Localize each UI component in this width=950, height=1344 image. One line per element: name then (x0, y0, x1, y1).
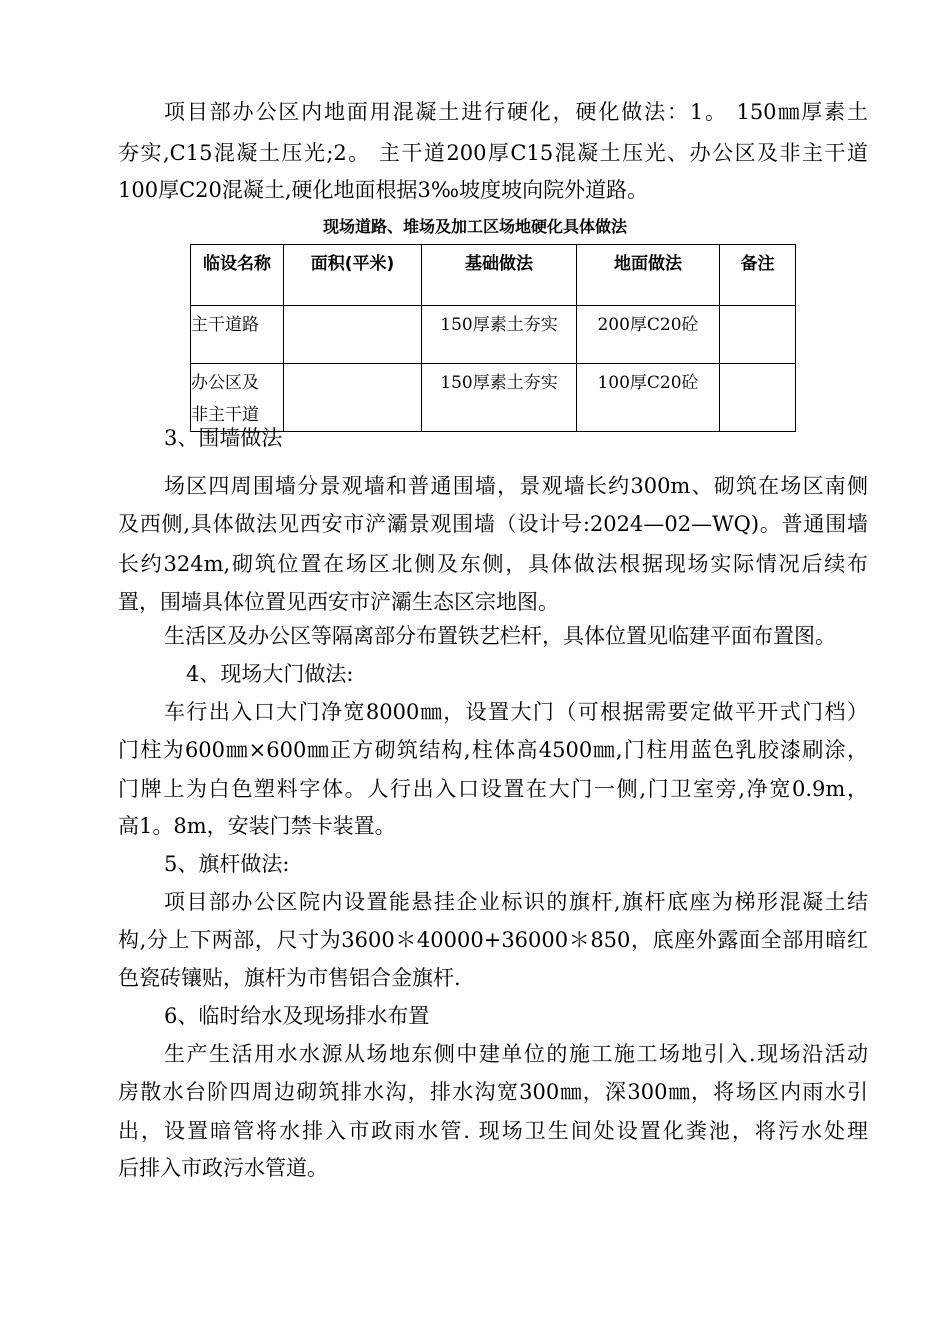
cell-name (191, 306, 284, 364)
table-title: 现场道路、堆场及加工区场地硬化具体做法 (322, 217, 627, 236)
paragraph-3-line-1: 场区四周围墙分景观墙和普通围墙，景观墙长约300m、砌筑在场区南侧 (164, 474, 868, 498)
paragraph-6-line-1: 生产生活用水水源从场地东侧中建单位的施工施工场地引入.现场沿活动 (164, 1042, 868, 1066)
heading-6: 6、临时给水及现场排水布置 (164, 1004, 430, 1028)
paragraph-3-line-4: 置，围墙具体位置见西安市浐灞生态区宗地图。 (118, 590, 559, 614)
cell-area (284, 306, 422, 364)
hardening-table (190, 244, 796, 432)
cell-base: 150厚素土夯实 (422, 364, 577, 432)
table-row (191, 306, 796, 364)
cell-name (191, 364, 284, 432)
heading-3: 3、围墙做法 (164, 426, 283, 450)
paragraph-4-line-4: 高1。8m，安装门禁卡装置。 (118, 814, 396, 838)
cell-name-line: 办公区及 (191, 373, 259, 393)
cell-note (720, 364, 796, 432)
header-note: 备注 (720, 245, 796, 306)
paragraph-3b: 生活区及办公区等隔离部分布置铁艺栏杆，具体位置见临建平面布置图。 (164, 624, 836, 648)
header-area: 面积(平米) (284, 245, 422, 306)
table-row (191, 364, 796, 432)
paragraph-6-line-2: 房散水台阶四周边砌筑排水沟，排水沟宽300㎜，深300㎜，将场区内雨水引 (118, 1080, 868, 1104)
paragraph-6-line-3: 出，设置暗管将水排入市政雨水管. 现场卫生间处设置化粪池，将污水处理 (118, 1119, 868, 1143)
heading-5: 5、旗杆做法: (164, 852, 290, 876)
paragraph-4-line-2: 门柱为600㎜×600㎜正方砌筑结构,柱体高4500㎜,门柱用蓝色乳胶漆刷涂， (118, 738, 868, 762)
header-name: 临设名称 (191, 245, 284, 306)
table-header-row (191, 245, 796, 306)
header-base: 基础做法 (422, 245, 577, 306)
paragraph-3-line-2: 及西侧,具体做法见西安市浐灞景观围墙（设计号:2024—02—WQ)。普通围墙 (118, 512, 868, 536)
cell-surface: 200厚C20砼 (577, 306, 720, 364)
cell-base: 150厚素土夯实 (422, 306, 577, 364)
paragraph-5-line-3: 色瓷砖镶贴，旗杆为市售铝合金旗杆. (118, 966, 461, 990)
paragraph-5-line-1: 项目部办公区院内设置能悬挂企业标识的旗杆,旗杆底座为梯形混凝土结 (164, 890, 868, 914)
paragraph-6-line-4: 后排入市政污水管道。 (118, 1156, 328, 1180)
paragraph-4-line-1: 车行出入口大门净宽8000㎜，设置大门（可根据需要定做平开式门档） (164, 700, 868, 724)
paragraph-1-line-3: 100厚C20混凝土,硬化地面根据3‰坡度坡向院外道路。 (118, 178, 649, 202)
cell-area (284, 364, 422, 432)
cell-note (720, 306, 796, 364)
paragraph-3-line-3: 长约324m,砌筑位置在场区北侧及东侧，具体做法根据现场实际情况后续布 (118, 552, 868, 576)
paragraph-1-line-2: 夯实,C15混凝土压光;2。 主干道200厚C15混凝土压光、办公区及非主干道 (118, 141, 868, 165)
heading-4: 4、现场大门做法: (186, 662, 354, 686)
paragraph-1-line-1: 项目部办公区内地面用混凝土进行硬化，硬化做法：1。 150㎜厚素土 (164, 100, 868, 124)
header-surface: 地面做法 (577, 245, 720, 306)
cell-name-line: 主干道路 (191, 315, 259, 335)
paragraph-5-line-2: 构,分上下两部，尺寸为3600＊40000+36000＊850，底座外露面全部用暗红 (118, 928, 868, 952)
cell-name-line: 非主干道 (191, 405, 259, 425)
paragraph-4-line-3: 门牌上为白色塑料字体。人行出入口设置在大门一侧,门卫室旁,净宽0.9m， (118, 777, 868, 801)
cell-surface: 100厚C20砼 (577, 364, 720, 432)
